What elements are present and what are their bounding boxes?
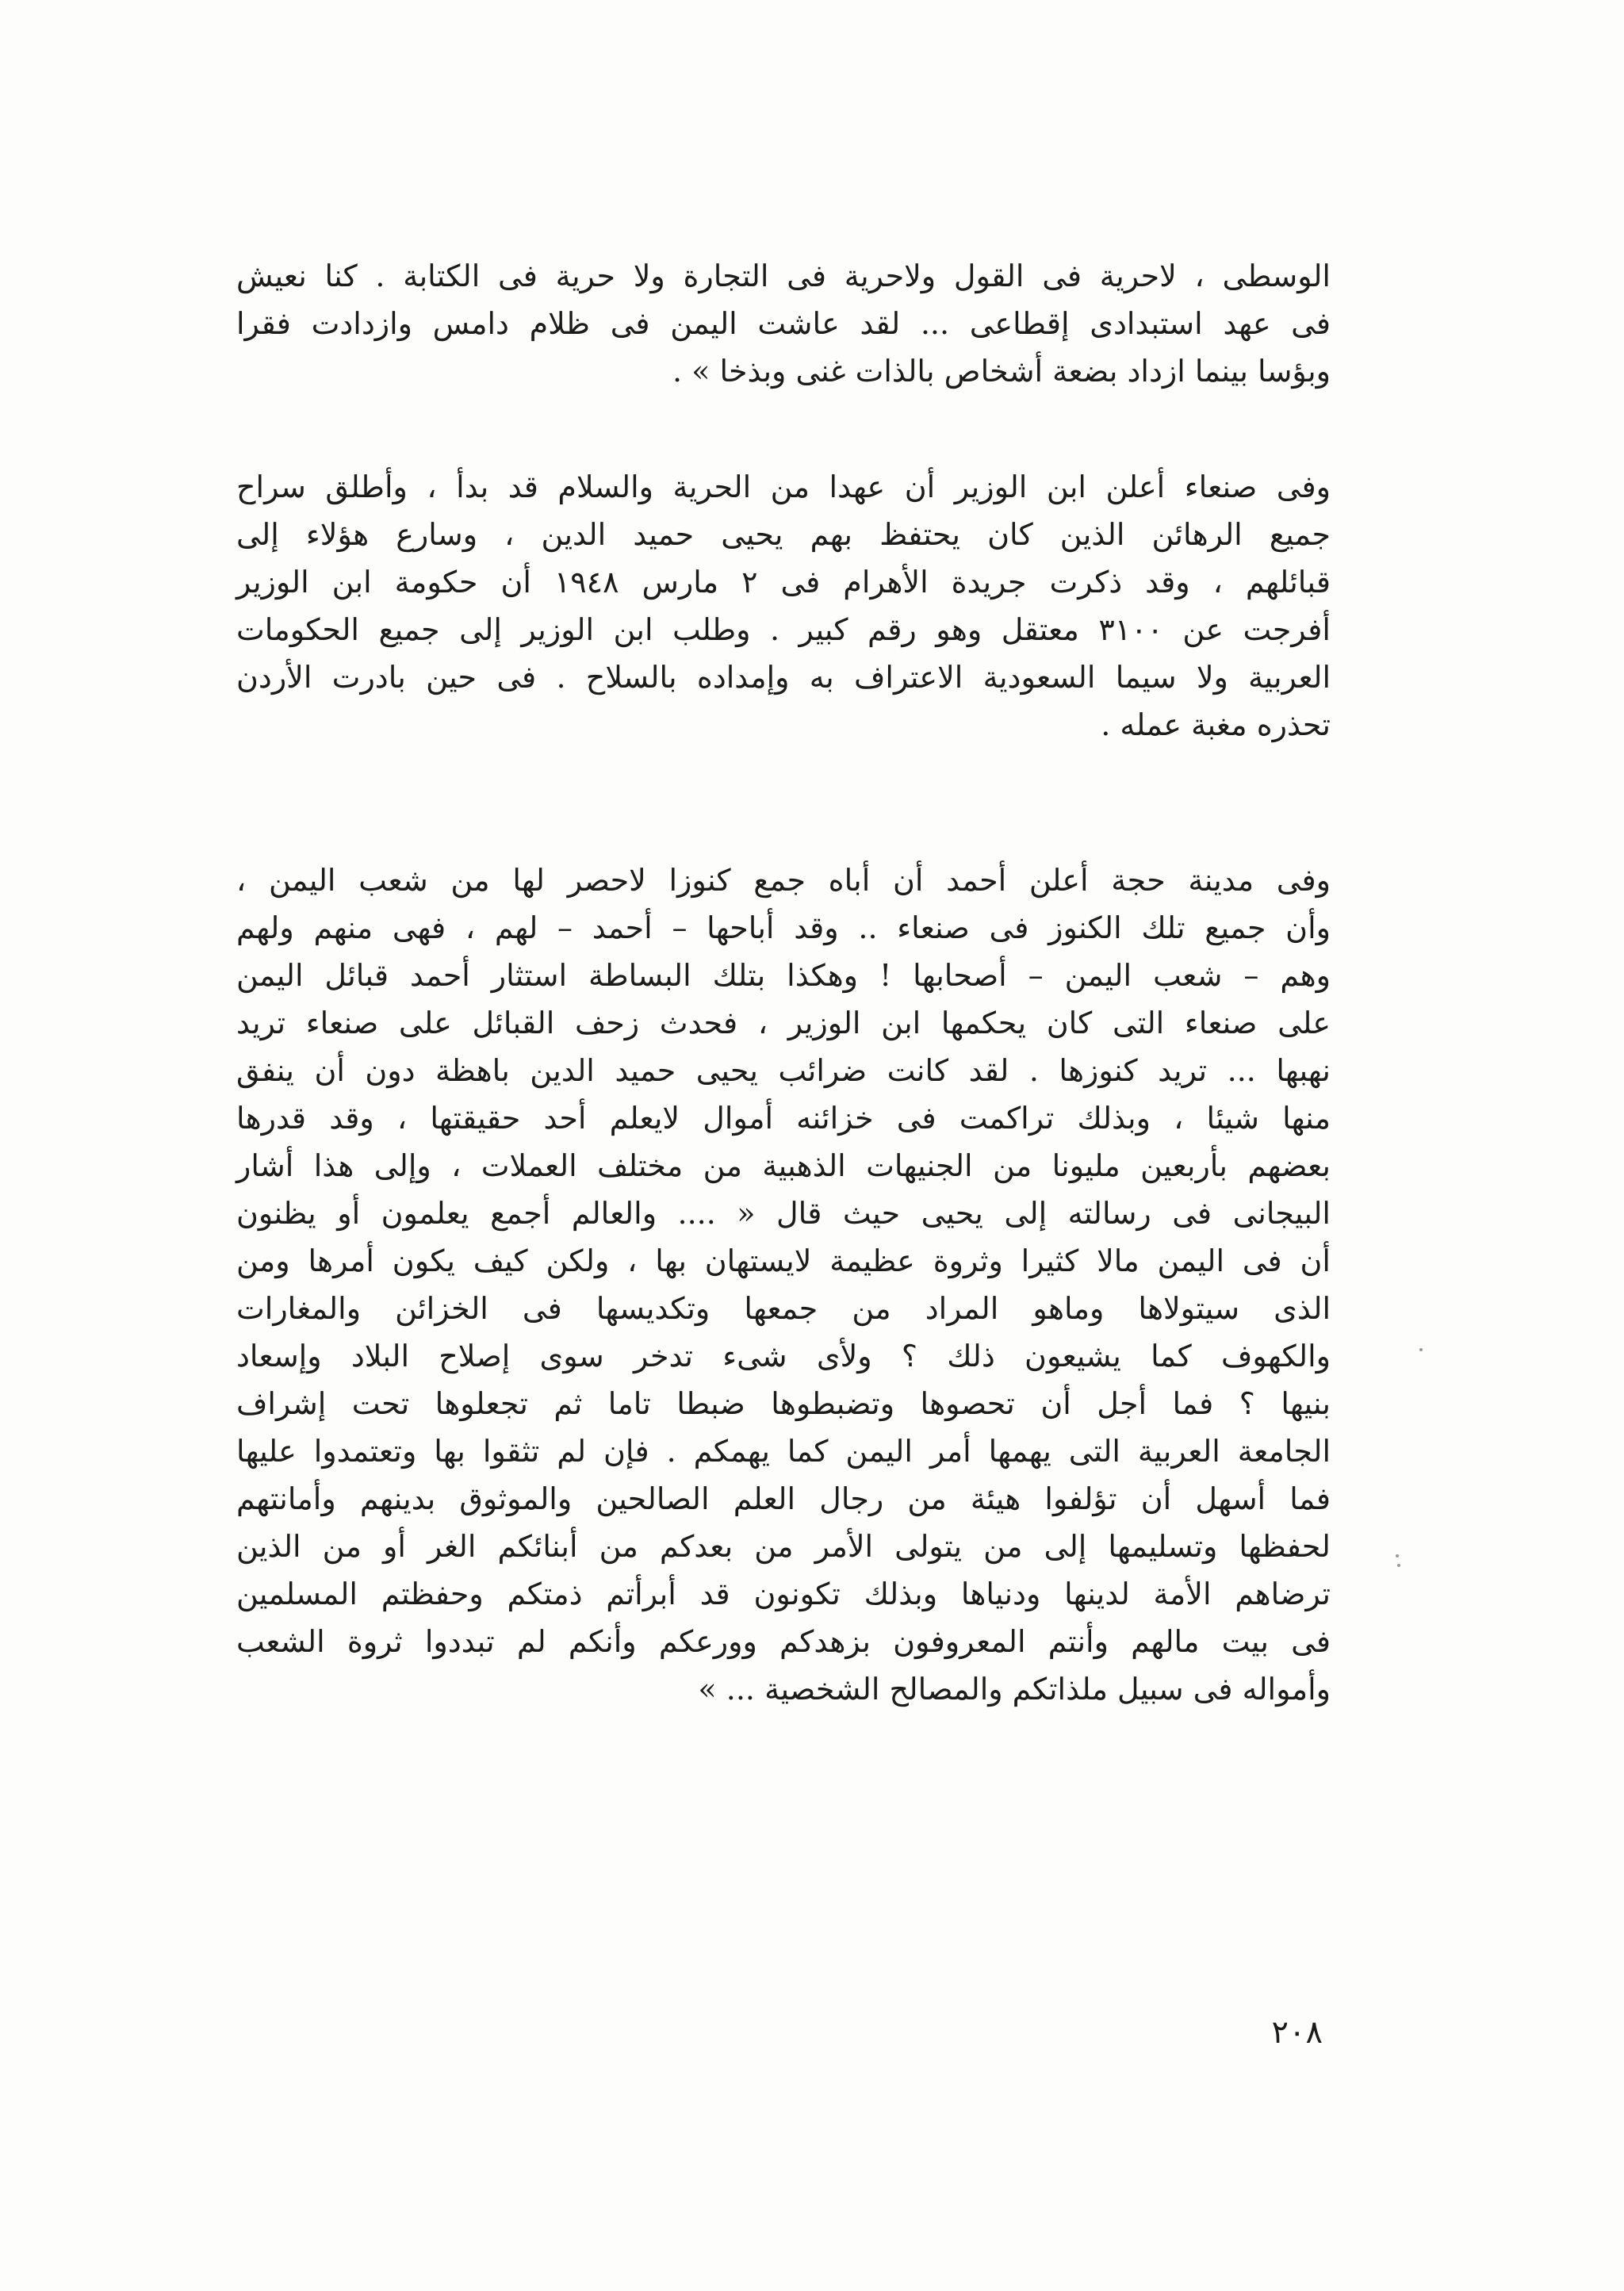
text-line: نهبها ... تريد كنوزها . لقد كانت ضرائب يحيى حميد الدين باهظة دون أن ينفق (236, 1053, 1331, 1088)
text-line: تحذره مغبة عمله . (1101, 707, 1331, 742)
text-line: ترضاهم الأمة لدينها ودنياها وبذلك تكونون قد أبرأتم ذمتكم وحفظتم المسلمين (236, 1576, 1331, 1611)
paragraph-2 (236, 463, 1331, 749)
paragraph-3 (236, 856, 1331, 1713)
text-line: البيجانى فى رسالته إلى يحيى حيث قال « .... والعالم أجمع يعلمون أو يظنون (236, 1196, 1331, 1231)
text-line: فى بيت مالهم وأنتم المعروفون بزهدكم وورعكم وأنكم لم تبددوا ثروة الشعب (236, 1624, 1331, 1659)
text-line: جميع الرهائن الذين كان يحتفظ بهم يحيى حميد الدين ، وسارع هؤلاء إلى (236, 517, 1331, 552)
text-line: الجامعة العربية التى يهمها أمر اليمن كما يهمكم . فإن لم تثقوا بها وتعتمدوا عليها (236, 1434, 1331, 1469)
scan-speck (1397, 1564, 1400, 1567)
text-line: وفى صنعاء أعلن ابن الوزير أن عهدا من الحرية والسلام قد بدأ ، وأطلق سراح (236, 469, 1331, 504)
text-line: بنيها ؟ فما أجل أن تحصوها وتضبطوها ضبطا تاما ثم تجعلوها تحت إشراف (236, 1386, 1331, 1421)
text-line: والكهوف كما يشيعون ذلك ؟ ولأى شىء تدخر سوى إصلاح البلاد وإسعاد (236, 1339, 1331, 1373)
text-line: وأن جميع تلك الكنوز فى صنعاء .. وقد أباحها – أحمد – لهم ، فهى منهم ولهم (236, 910, 1331, 945)
text-line: منها شيئا ، وبذلك تراكمت فى خزائنه أموال لايعلم أحد حقيقتها ، وقد قدرها (236, 1101, 1331, 1136)
text-line: لحفظها وتسليمها إلى من يتولى الأمر من بعدكم من أبنائكم الغر أو من الذين (236, 1529, 1331, 1564)
scan-speck (1419, 1348, 1423, 1351)
text-line: فى عهد استبدادى إقطاعى ... لقد عاشت اليمن فى ظلام دامس وازدادت فقرا (236, 306, 1331, 341)
text-line: أن فى اليمن مالا كثيرا وثروة عظيمة لايستهان بها ، ولكن كيف يكون أمرها ومن (236, 1243, 1331, 1278)
text-line: بعضهم بأربعين مليونا من الجنيهات الذهبية من مختلف العملات ، وإلى هذا أشار (236, 1148, 1331, 1183)
text-line: وأمواله فى سبيل ملذاتكم والمصالح الشخصية ... » (698, 1672, 1331, 1707)
text-line: وفى مدينة حجة أعلن أحمد أن أباه جمع كنوزا لاحصر لها من شعب اليمن ، (236, 863, 1331, 898)
paragraph-1 (236, 252, 1331, 395)
text-line: وبؤسا بينما ازداد بضعة أشخاص بالذات غنى وبذخا » . (672, 354, 1331, 389)
scan-speck (1396, 1554, 1399, 1557)
text-line: قبائلهم ، وقد ذكرت جريدة الأهرام فى ٢ مارس ١٩٤٨ أن حكومة ابن الوزير (236, 565, 1331, 600)
page-number: ٢٠٨ (1271, 2014, 1323, 2051)
text-line: الذى سيتولاها وماهو المراد من جمعها وتكديسها فى الخزائن والمغارات (236, 1291, 1331, 1326)
text-line: أفرجت عن ٣١٠٠ معتقل وهو رقم كبير . وطلب ابن الوزير إلى جميع الحكومات (236, 612, 1331, 647)
text-line: فما أسهل أن تؤلفوا هيئة من رجال العلم الصالحين والموثوق بدينهم وأمانتهم (236, 1481, 1331, 1516)
text-line: وهم – شعب اليمن – أصحابها ! وهكذا بتلك البساطة استثار أحمد قبائل اليمن (236, 958, 1331, 993)
text-line: الوسطى ، لاحرية فى القول ولاحرية فى التجارة ولا حرية فى الكتابة . كنا نعيش (236, 259, 1331, 293)
text-line: العربية ولا سيما السعودية الاعتراف به وإمداده بالسلاح . فى حين بادرت الأردن (236, 660, 1331, 695)
text-line: على صنعاء التى كان يحكمها ابن الوزير ، فحدث زحف القبائل على صنعاء تريد (236, 1006, 1331, 1040)
